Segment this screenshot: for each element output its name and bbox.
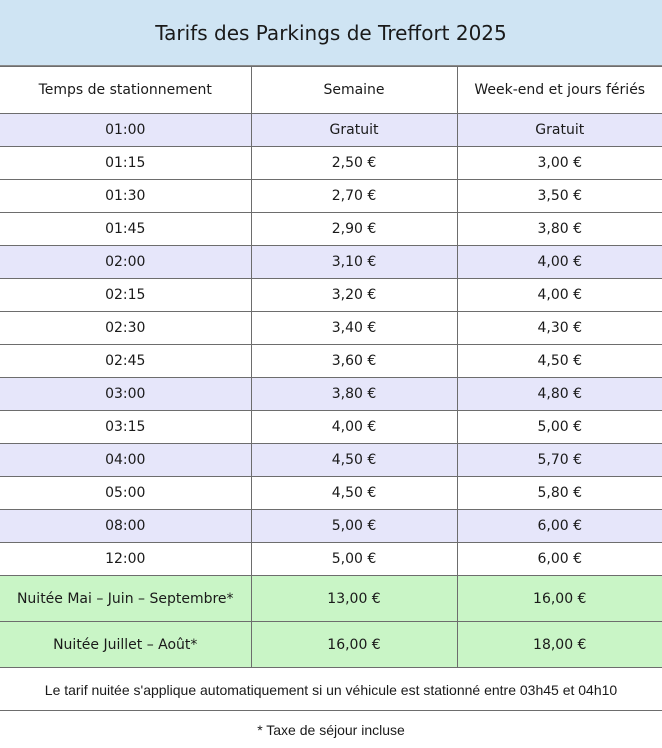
weekday-price-cell: 16,00 €	[251, 622, 457, 668]
weekend-price-cell: 3,50 €	[457, 180, 662, 213]
weekend-price-cell: 16,00 €	[457, 576, 662, 622]
duration-cell: 02:45	[0, 345, 251, 378]
table-row	[0, 312, 662, 345]
weekday-price-cell: 13,00 €	[251, 576, 457, 622]
table-row	[0, 378, 662, 411]
night-rate-note: Le tarif nuitée s'applique automatiquement si un véhicule est stationné entre 03h45 et 04h10	[0, 670, 662, 711]
weekend-price-cell: 3,80 €	[457, 213, 662, 246]
table-row	[0, 411, 662, 444]
table-row	[0, 510, 662, 543]
table-header-row	[0, 67, 662, 114]
table-row	[0, 213, 662, 246]
column-header-duration: Temps de stationnement	[0, 67, 251, 114]
weekday-price-cell: 3,20 €	[251, 279, 457, 312]
night-rate-row	[0, 622, 662, 668]
weekend-price-cell: 6,00 €	[457, 543, 662, 576]
table-row	[0, 477, 662, 510]
duration-cell: 03:00	[0, 378, 251, 411]
night-rate-row	[0, 576, 662, 622]
duration-cell: 01:15	[0, 147, 251, 180]
weekday-price-cell: 2,50 €	[251, 147, 457, 180]
weekday-price-cell: 4,00 €	[251, 411, 457, 444]
tax-note: * Taxe de séjour incluse	[257, 721, 405, 738]
weekday-price-cell: Gratuit	[251, 114, 457, 147]
column-header-weekday: Semaine	[251, 67, 457, 114]
weekday-price-cell: 4,50 €	[251, 477, 457, 510]
duration-cell: 08:00	[0, 510, 251, 543]
weekend-price-cell: 4,80 €	[457, 378, 662, 411]
table-row	[0, 147, 662, 180]
night-label-cell: Nuitée Mai – Juin – Septembre*	[0, 576, 251, 622]
weekend-price-cell: 6,00 €	[457, 510, 662, 543]
table-row	[0, 444, 662, 477]
weekday-price-cell: 2,90 €	[251, 213, 457, 246]
weekend-price-cell: 3,00 €	[457, 147, 662, 180]
weekend-price-cell: 18,00 €	[457, 622, 662, 668]
weekday-price-cell: 3,10 €	[251, 246, 457, 279]
table-row	[0, 180, 662, 213]
weekend-price-cell: 5,80 €	[457, 477, 662, 510]
table-row	[0, 345, 662, 378]
night-label-cell: Nuitée Juillet – Août*	[0, 622, 251, 668]
duration-cell: 02:00	[0, 246, 251, 279]
duration-cell: 01:45	[0, 213, 251, 246]
weekday-price-cell: 2,70 €	[251, 180, 457, 213]
weekday-price-cell: 3,80 €	[251, 378, 457, 411]
table-row	[0, 246, 662, 279]
duration-cell: 02:30	[0, 312, 251, 345]
weekday-price-cell: 4,50 €	[251, 444, 457, 477]
weekend-price-cell: 4,30 €	[457, 312, 662, 345]
duration-cell: 05:00	[0, 477, 251, 510]
table-row	[0, 543, 662, 576]
weekday-price-cell: 5,00 €	[251, 510, 457, 543]
weekend-price-cell: 5,70 €	[457, 444, 662, 477]
page-title: Tarifs des Parkings de Treffort 2025	[0, 0, 662, 66]
weekday-price-cell: 3,60 €	[251, 345, 457, 378]
weekday-price-cell: 3,40 €	[251, 312, 457, 345]
duration-cell: 02:15	[0, 279, 251, 312]
table-row	[0, 114, 662, 147]
weekday-price-cell: 5,00 €	[251, 543, 457, 576]
duration-cell: 01:00	[0, 114, 251, 147]
column-header-weekend: Week-end et jours fériés	[457, 67, 662, 114]
duration-cell: 04:00	[0, 444, 251, 477]
weekend-price-cell: 4,50 €	[457, 345, 662, 378]
table-row	[0, 279, 662, 312]
weekend-price-cell: 5,00 €	[457, 411, 662, 444]
weekend-price-cell: Gratuit	[457, 114, 662, 147]
tariff-table	[0, 66, 662, 668]
weekend-price-cell: 4,00 €	[457, 279, 662, 312]
duration-cell: 12:00	[0, 543, 251, 576]
duration-cell: 03:15	[0, 411, 251, 444]
weekend-price-cell: 4,00 €	[457, 246, 662, 279]
duration-cell: 01:30	[0, 180, 251, 213]
